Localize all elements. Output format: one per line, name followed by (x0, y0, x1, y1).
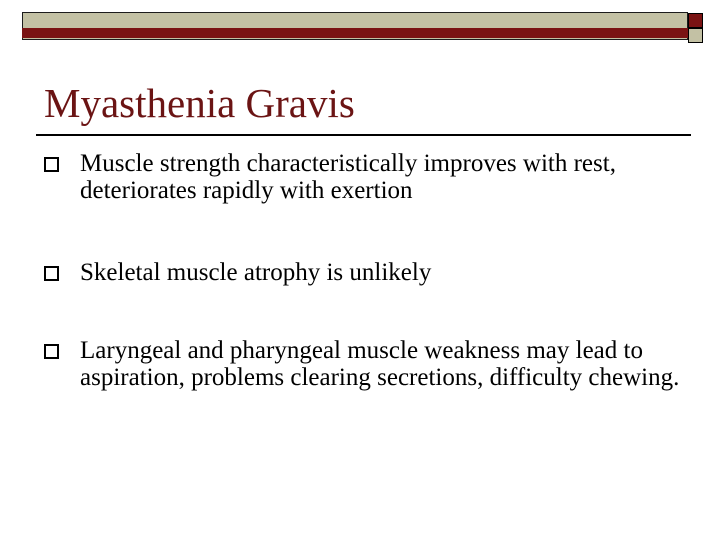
corner-square-tan (688, 28, 703, 43)
bullet-item (44, 337, 684, 391)
bullet-item (44, 150, 684, 204)
square-bullet-icon (44, 344, 59, 359)
bullet-text: Laryngeal and pharyngeal muscle weakness may lead to aspiration, problems clearing secretions, difficulty chewing. (80, 337, 680, 391)
corner-square-red (688, 13, 703, 28)
bullet-text: Skeletal muscle atrophy is unlikely (80, 259, 432, 286)
square-bullet-icon (44, 157, 59, 172)
square-bullet-icon (44, 266, 59, 281)
bullet-text: Muscle strength characteristically improves with rest, deteriorates rapidly with exertion (80, 150, 616, 204)
header-stripe (22, 28, 688, 38)
title-underline (36, 134, 691, 136)
bullet-item (44, 259, 684, 286)
slide-title: Myasthenia Gravis (44, 80, 355, 126)
